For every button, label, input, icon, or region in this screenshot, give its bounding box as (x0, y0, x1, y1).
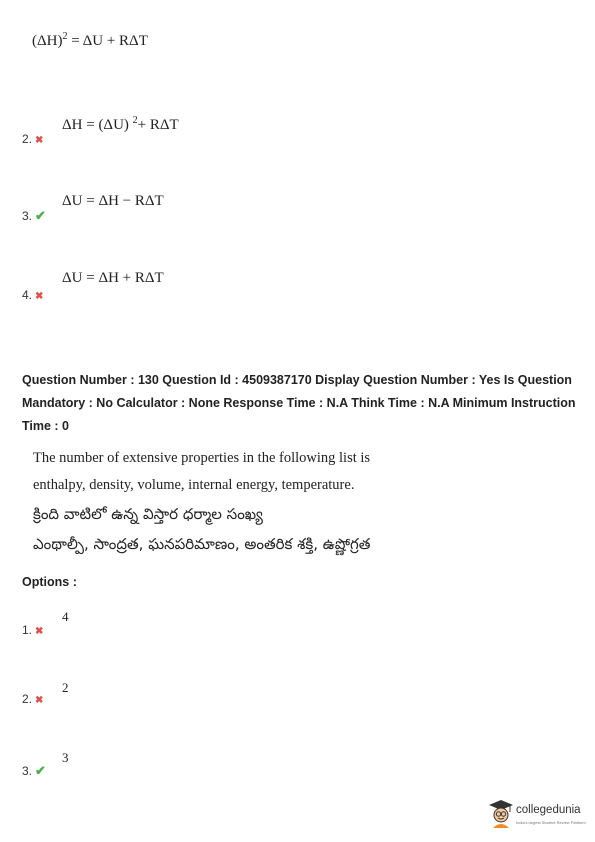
question-text-english-1: The number of extensive properties in the following list is (33, 450, 371, 466)
question-info (22, 369, 582, 438)
options-heading: Options : (22, 575, 77, 589)
prev-option-4-formula: ΔU = ΔH + RΔT (62, 270, 164, 286)
prev-option-1-formula: $(\Delta H)^2 = \Delta U + R\Delta T$ (32, 31, 148, 49)
question-text-english-2: enthalpy, density, volume, internal energy, temperature. (33, 477, 355, 493)
prev-option-2-label: 2. ✖ (22, 132, 44, 146)
correct-icon: ✔ (35, 208, 46, 223)
question-info-line-1: Question Number : 130 Question Id : 4509387170 Display Question Number : Yes Is Question (22, 373, 572, 387)
prev-option-3-label: 3. ✔ (22, 208, 46, 223)
option-3-value: 3 (62, 750, 69, 765)
wrong-icon: ✖ (35, 626, 44, 637)
question-text-telugu-1: క్రింది వాటిలో ఉన్న విస్తార ధర్మాల సంఖ్య (33, 505, 263, 523)
question-info-line-3: Time : 0 (22, 419, 70, 433)
option-2-value: 2 (62, 680, 69, 695)
option-2-label: 2. ✖ (22, 692, 44, 706)
option-1-value: 4 (62, 609, 69, 624)
wrong-icon: ✖ (35, 695, 44, 706)
question-body (33, 445, 573, 559)
correct-icon: ✔ (35, 763, 46, 778)
wrong-icon: ✖ (35, 291, 44, 302)
option-3-label: 3. ✔ (22, 763, 46, 778)
logo-tagline: India's largest Student Review Platform (516, 820, 586, 825)
collegedunia-mascot-icon (488, 799, 514, 829)
question-info-line-2: Mandatory : No Calculator : None Response Time : N.A Think Time : N.A Minimum Instruction (22, 396, 576, 410)
wrong-icon: ✖ (35, 135, 44, 146)
prev-option-4-label: 4. ✖ (22, 288, 44, 302)
logo-wordmark: collegedunia (516, 804, 581, 816)
prev-option-3-formula: ΔU = ΔH − RΔT (62, 193, 164, 209)
prev-option-2-formula: ΔH = (ΔU) $^2$+ RΔT (62, 115, 179, 133)
question-text-telugu-2: ఎంథాల్పీ, సాంద్రత, ఘనపరిమాణం, అంతరిక శక్తి, ఉష్ణోగ్రత (33, 535, 371, 553)
option-1-label: 1. ✖ (22, 623, 44, 637)
